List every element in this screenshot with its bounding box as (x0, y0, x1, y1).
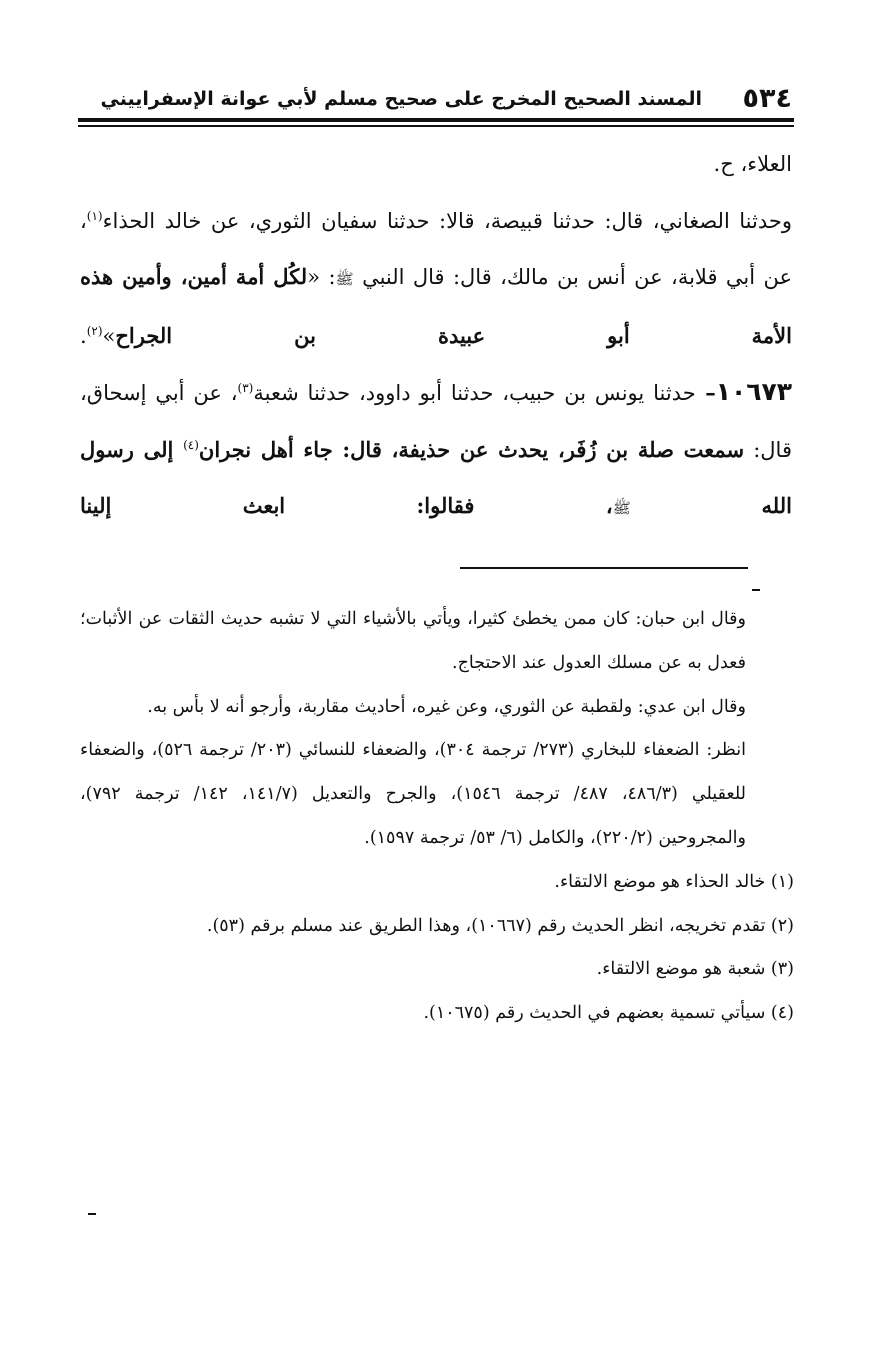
footnote-ref-3: (٣) (237, 381, 254, 395)
edge-mark-top (752, 589, 760, 591)
edge-mark-bottom (88, 1213, 96, 1215)
para3-text-a: حدثنا يونس بن حبيب، حدثنا أبو داوود، حدثنا شعبة (253, 381, 696, 405)
para2-end: . (80, 323, 87, 348)
footnote-2: (٢) تقدم تخريجه، انظر الحديث رقم (١٠٦٦٧)، وهذا الطريق عند مسلم برقم (٥٣). (206, 915, 794, 936)
page-number: ٥٣٤ (742, 83, 792, 114)
main-paragraph-3 (80, 364, 792, 537)
main-line-1 (80, 136, 792, 193)
footnote-continuation-3: انظر: الضعفاء للبخاري (٢٧٣/ ترجمة ٣٠٤)، والضعفاء للنسائي (٢٠٣/ ترجمة ٥٢٦)، والضعفاء للعقيلي (٤٨٦/٣، ٤٨٧/ ترجمة ١٥٤٦)، والجرح والتعديل (١٤١/٧، ١٤٢/ ترجمة ٧٩٢)، والمجروحين (٢٢٠/٢)، والكامل (٦/ ٥٣/ ترجمة ١٥٩٧). (80, 740, 746, 848)
footnote-continuation-2: وقال ابن عدي: ولقطبة عن الثوري، وعن غيره، أحاديث مقاربة، وأرجو أنه لا بأس به. (147, 696, 746, 717)
para2-text-d: » (102, 323, 116, 348)
hadith-number: ١٠٦٧٣ (715, 377, 792, 406)
hadith-dash: – (695, 380, 716, 405)
main-paragraph-2 (80, 193, 792, 365)
main-text (80, 136, 792, 537)
footnote-ref-4: (٤) (183, 437, 199, 452)
footnote-continuation-1: وقال ابن حبان: كان ممن يخطئ كثيرا، ويأتي بالأشياء التي لا تشبه حديث الثقات عن الأثبات؛ فعدل به عن مسلك العدول عند الاحتجاج. (80, 609, 746, 673)
para3-bold-2: إلى رسول الله (80, 436, 792, 518)
footnote-ref-2: (٢) (86, 323, 103, 338)
footnote-ref-1: (١) (86, 208, 103, 223)
para2-text-c: : « (307, 265, 336, 289)
footnote-1: (١) خالد الحذاء هو موضع الالتقاء. (554, 871, 794, 892)
header-rule-thin (78, 125, 794, 127)
header-rule-thick (78, 118, 794, 122)
footnote-3: (٣) شعبة هو موضع الالتقاء. (596, 959, 794, 980)
para2-text-b: ، عن أبي قلابة، عن أنس بن مالك، قال: قال النبي (80, 208, 792, 289)
para3-text-b: ، عن أبي إسحاق، قال: (80, 381, 792, 462)
page-header (78, 82, 794, 118)
running-title: المسند الصحيح المخرج على صحيح مسلم لأبي عوانة الإسفراييني (100, 88, 702, 110)
para3-bold-3: ، فقالوا: ابعث إلينا (80, 493, 613, 518)
honorific-symbol-2: ﷺ (612, 499, 631, 517)
hadith-quote: لكُل أمة أمين، وأمين هذه الأمة أبو عبيدة بن الجراح (80, 264, 792, 348)
para3-bold-1: سمعت صلة بن زُفَر، يحدث عن حذيفة، قال: جاء أهل نجران (198, 436, 745, 462)
para2-text-a: وحدثنا الصغاني، قال: حدثنا قبيصة، قالا: حدثنا سفيان الثوري، عن خالد الحذاء (102, 208, 792, 233)
footnote-separator (460, 567, 748, 569)
main-line-1-text: العلاء، ح. (713, 152, 792, 176)
footnote-4: (٤) سيأتي تسمية بعضهم في الحديث رقم (١٠٦٧٥). (423, 1003, 794, 1024)
honorific-symbol: ﷺ (335, 270, 354, 288)
footnotes (80, 598, 794, 1036)
